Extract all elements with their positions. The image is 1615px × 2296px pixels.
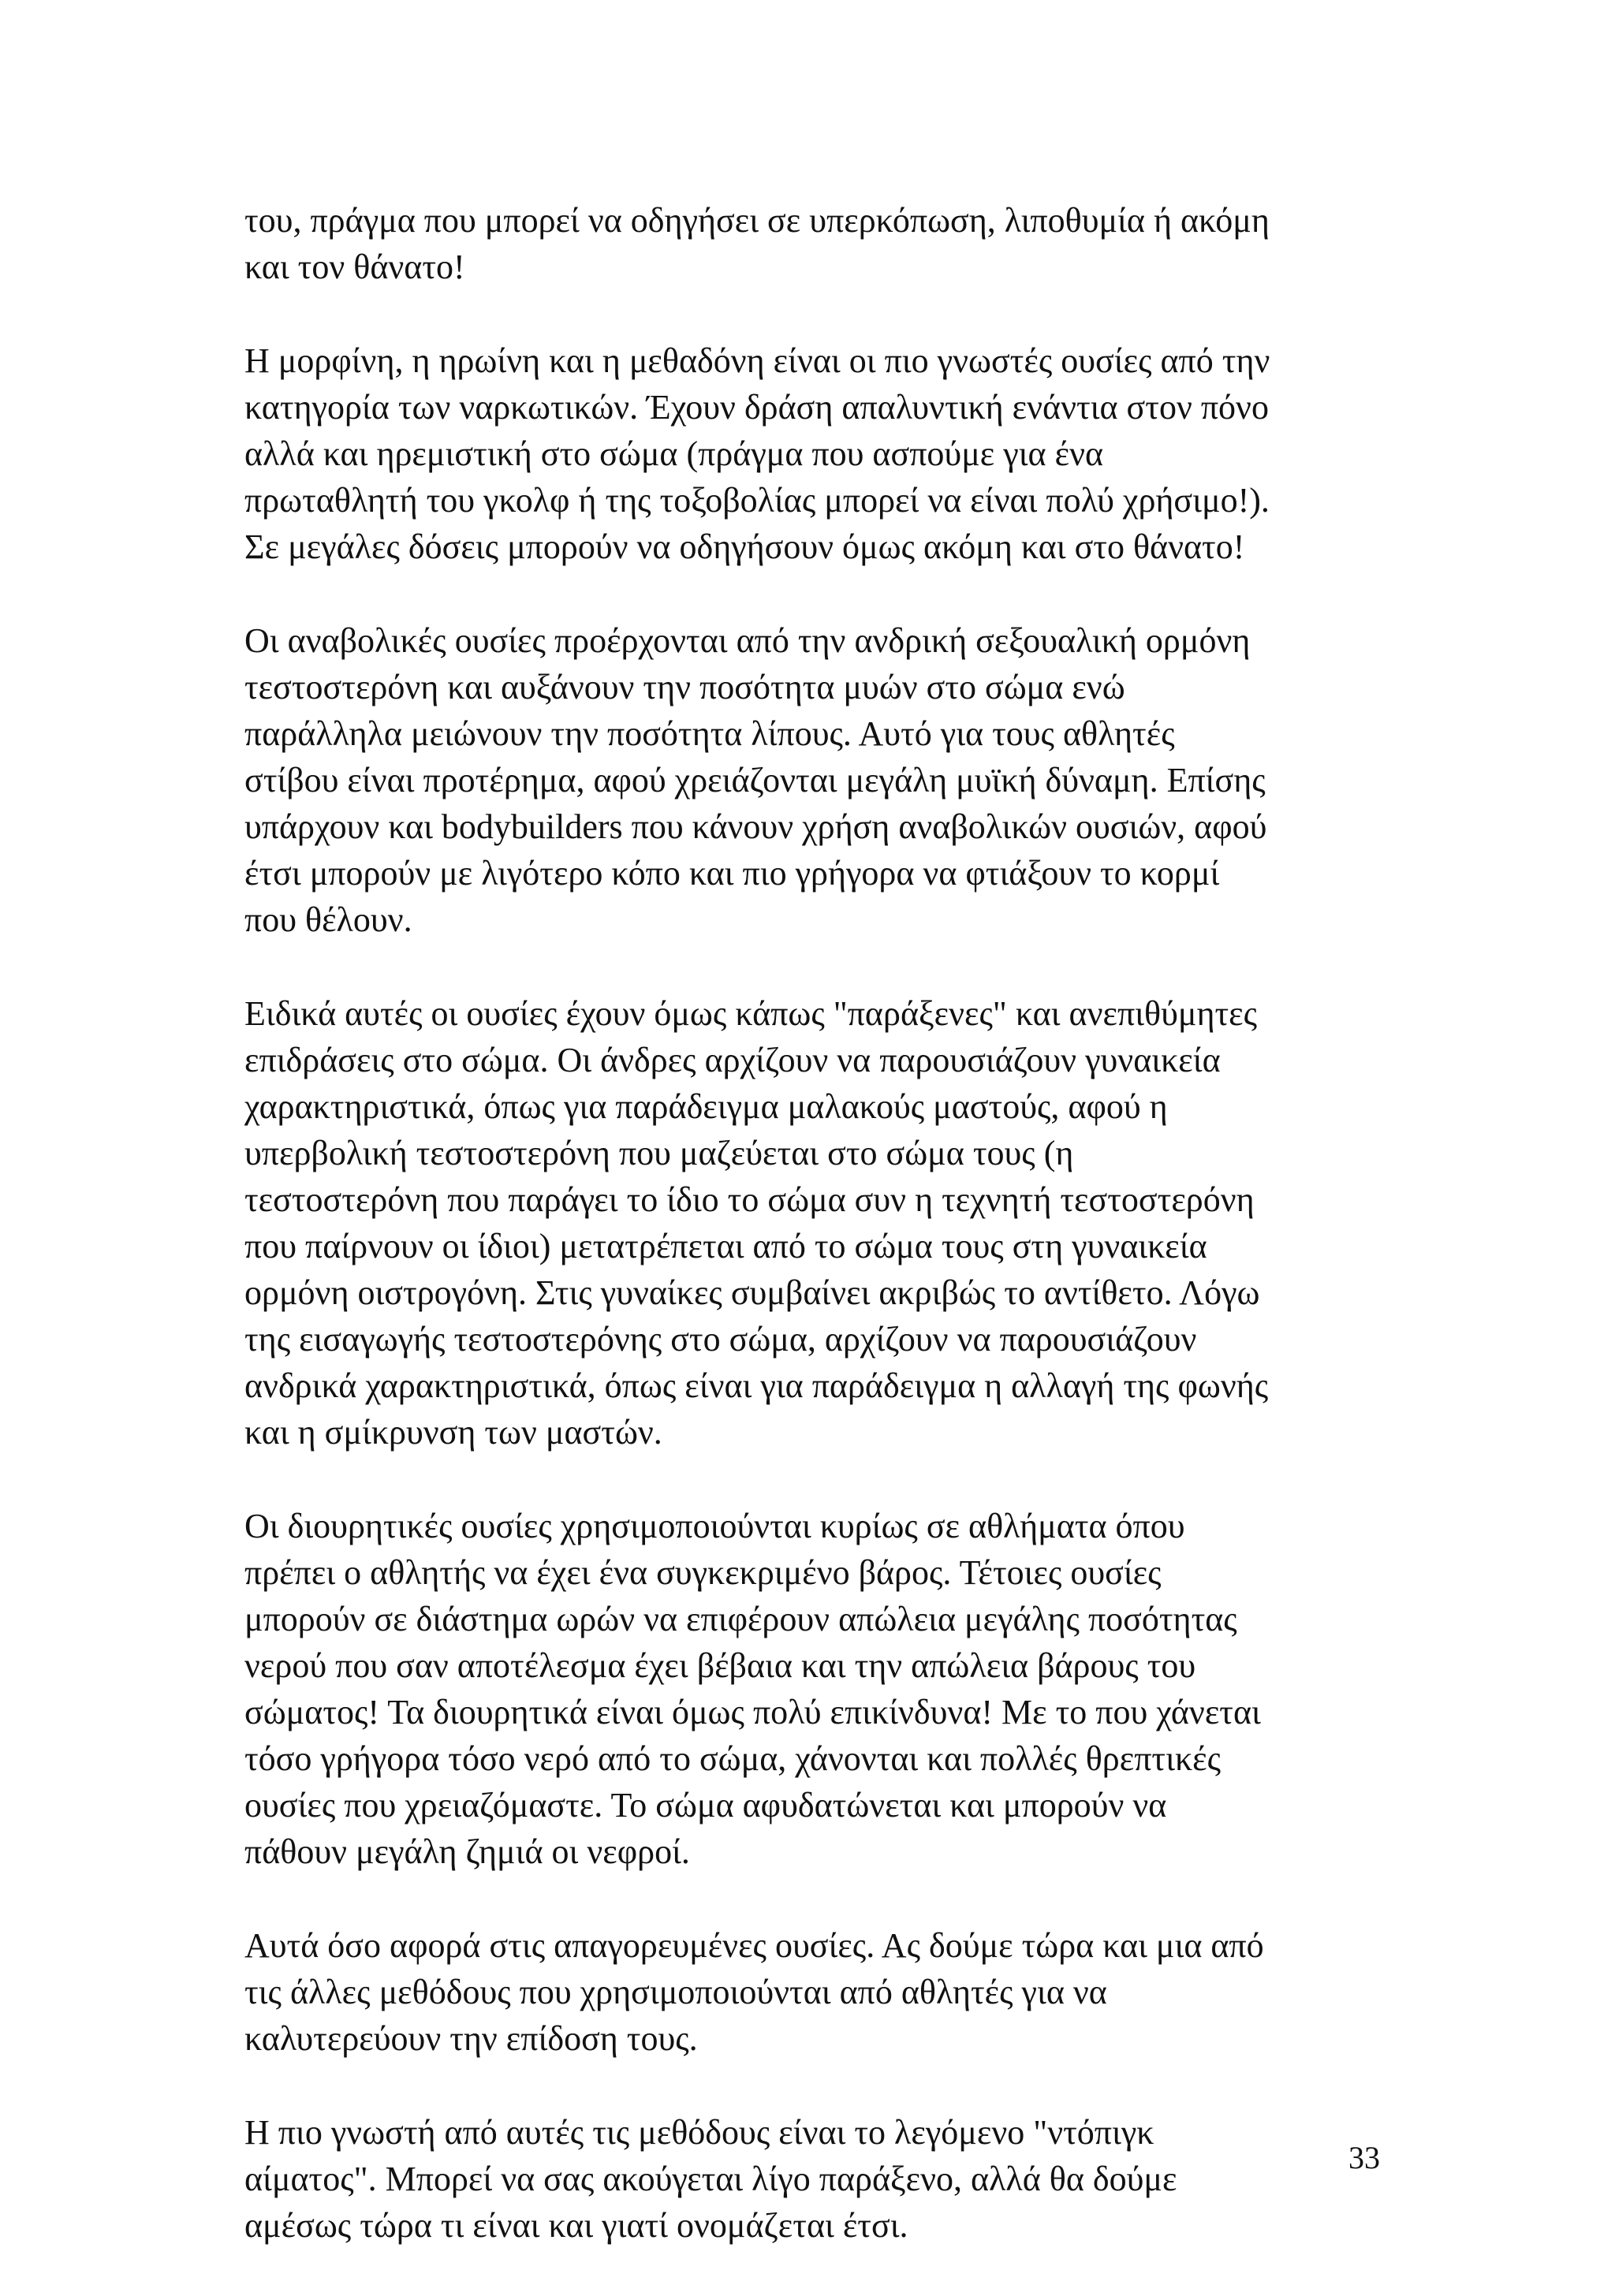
text-line: Η πιο γνωστή από αυτές τις μεθόδους είναι το λεγόμενο "ντόπιγκ [244, 2113, 1154, 2152]
text-line: ουσίες που χρειαζόμαστε. Το σώμα αφυδατώνεται και μπορούν να [244, 1786, 1167, 1824]
text-line: του, πράγμα που μπορεί να οδηγήσει σε υπερκόπωση, λιποθυμία ή ακόμη [244, 201, 1270, 240]
text-line: Οι διουρητικές ουσίες χρησιμοποιούνται κυρίως σε αθλήματα όπου [244, 1507, 1185, 1545]
text-line: τις άλλες μεθόδους που χρησιμοποιούνται από αθλητές για να [244, 1973, 1107, 2011]
text-line: έτσι μπορούν με λιγότερο κόπο και πιο γρήγορα να φτιάξουν το κορμί [244, 854, 1220, 893]
text-line: ανδρικά χαρακτηριστικά, όπως είναι για παράδειγμα η αλλαγή της φωνής [244, 1366, 1269, 1405]
text-line: χαρακτηριστικά, όπως για παράδειγμα μαλακούς μαστούς, αφού η [244, 1087, 1168, 1126]
text-line: που παίρνουν οι ίδιοι) μετατρέπεται από το σώμα τους στη γυναικεία [244, 1227, 1207, 1265]
text-line: υπάρχουν και bodybuilders που κάνουν χρήση αναβολικών ουσιών, αφού [244, 807, 1267, 846]
text-line: τόσο γρήγορα τόσο νερό από το σώμα, χάνονται και πολλές θρεπτικές [244, 1739, 1222, 1778]
text-line: παράλληλα μειώνουν την ποσότητα λίπους. Αυτό για τους αθλητές [244, 714, 1175, 753]
text-line: επιδράσεις στο σώμα. Οι άνδρες αρχίζουν να παρουσιάζουν γυναικεία [244, 1041, 1221, 1079]
text-line: Η μορφίνη, η ηρωίνη και η μεθαδόνη είναι οι πιο γνωστές ουσίες από την [244, 341, 1270, 380]
text-line: πάθουν μεγάλη ζημιά οι νεφροί. [244, 1832, 690, 1871]
text-line: αλλά και ηρεμιστική στο σώμα (πράγμα που ασπούμε για ένα [244, 434, 1104, 473]
text-line: κατηγορία των ναρκωτικών. Έχουν δράση απαλυντική ενάντια στον πόνο [244, 388, 1269, 427]
text-line: που θέλουν. [244, 900, 412, 939]
paragraph-continuation [244, 197, 1380, 290]
body-text [244, 197, 1380, 2296]
text-line: αίματος". Μπορεί να σας ακούγεται λίγο παράξενο, αλλά θα δούμε [244, 2160, 1177, 2198]
text-line: και τον θάνατο! [244, 248, 465, 286]
text-line: τεστοστερόνη και αυξάνουν την ποσότητα μυών στο σώμα ενώ [244, 668, 1125, 706]
paragraph-anabolics [244, 617, 1380, 943]
text-line: Οι αναβολικές ουσίες προέρχονται από την ανδρική σεξουαλική ορμόνη [244, 621, 1251, 660]
text-line: ορμόνη οιστρογόνη. Στις γυναίκες συμβαίνει ακριβώς το αντίθετο. Λόγω [244, 1273, 1260, 1312]
text-line: καλυτερεύουν την επίδοση τους. [244, 2019, 698, 2058]
text-line: τεστοστερόνη που παράγει το ίδιο το σώμα συν η τεχνητή τεστοστερόνη [244, 1180, 1255, 1219]
text-line: στίβου είναι προτέρημα, αφού χρειάζονται μεγάλη μυϊκή δύναμη. Επίσης [244, 761, 1266, 800]
text-line: μπορούν σε διάστημα ωρών να επιφέρουν απώλεια μεγάλης ποσότητας [244, 1600, 1237, 1638]
text-line: αμέσως τώρα τι είναι και γιατί ονομάζεται έτσι. [244, 2206, 908, 2245]
text-line: πρωταθλητή του γκολφ ή της τοξοβολίας μπορεί να είναι πολύ χρήσιμο!). [244, 481, 1270, 520]
text-line: Ειδικά αυτές οι ουσίες έχουν όμως κάπως "παράξενες" και ανεπιθύμητες [244, 994, 1258, 1033]
text-line: πρέπει ο αθλητής να έχει ένα συγκεκριμένο βάρος. Τέτοιες ουσίες [244, 1553, 1162, 1592]
paragraph-narcotics [244, 337, 1380, 570]
text-line: Αυτά όσο αφορά στις απαγορευμένες ουσίες. Ας δούμε τώρα και μια από [244, 1926, 1264, 1965]
paragraph-diuretics [244, 1503, 1380, 1875]
text-line: σώματος! Τα διουρητικά είναι όμως πολύ επικίνδυνα! Με το που χάνεται [244, 1693, 1261, 1731]
text-line: νερού που σαν αποτέλεσμα έχει βέβαια και την απώλεια βάρους του [244, 1646, 1196, 1685]
text-line: της εισαγωγής τεστοστερόνης στο σώμα, αρχίζουν να παρουσιάζουν [244, 1320, 1197, 1359]
paragraph-transition [244, 1922, 1380, 2062]
paragraph-blood-doping [244, 2109, 1380, 2249]
paragraph-side-effects [244, 990, 1380, 1456]
text-line: υπερβολική τεστοστερόνη που μαζεύεται στο σώμα τους (η [244, 1134, 1074, 1172]
text-line: και η σμίκρυνση των μαστών. [244, 1413, 662, 1452]
text-line: Σε μεγάλες δόσεις μπορούν να οδηγήσουν όμως ακόμη και στο θάνατο! [244, 527, 1245, 566]
page-number: 33 [1348, 2140, 1380, 2175]
